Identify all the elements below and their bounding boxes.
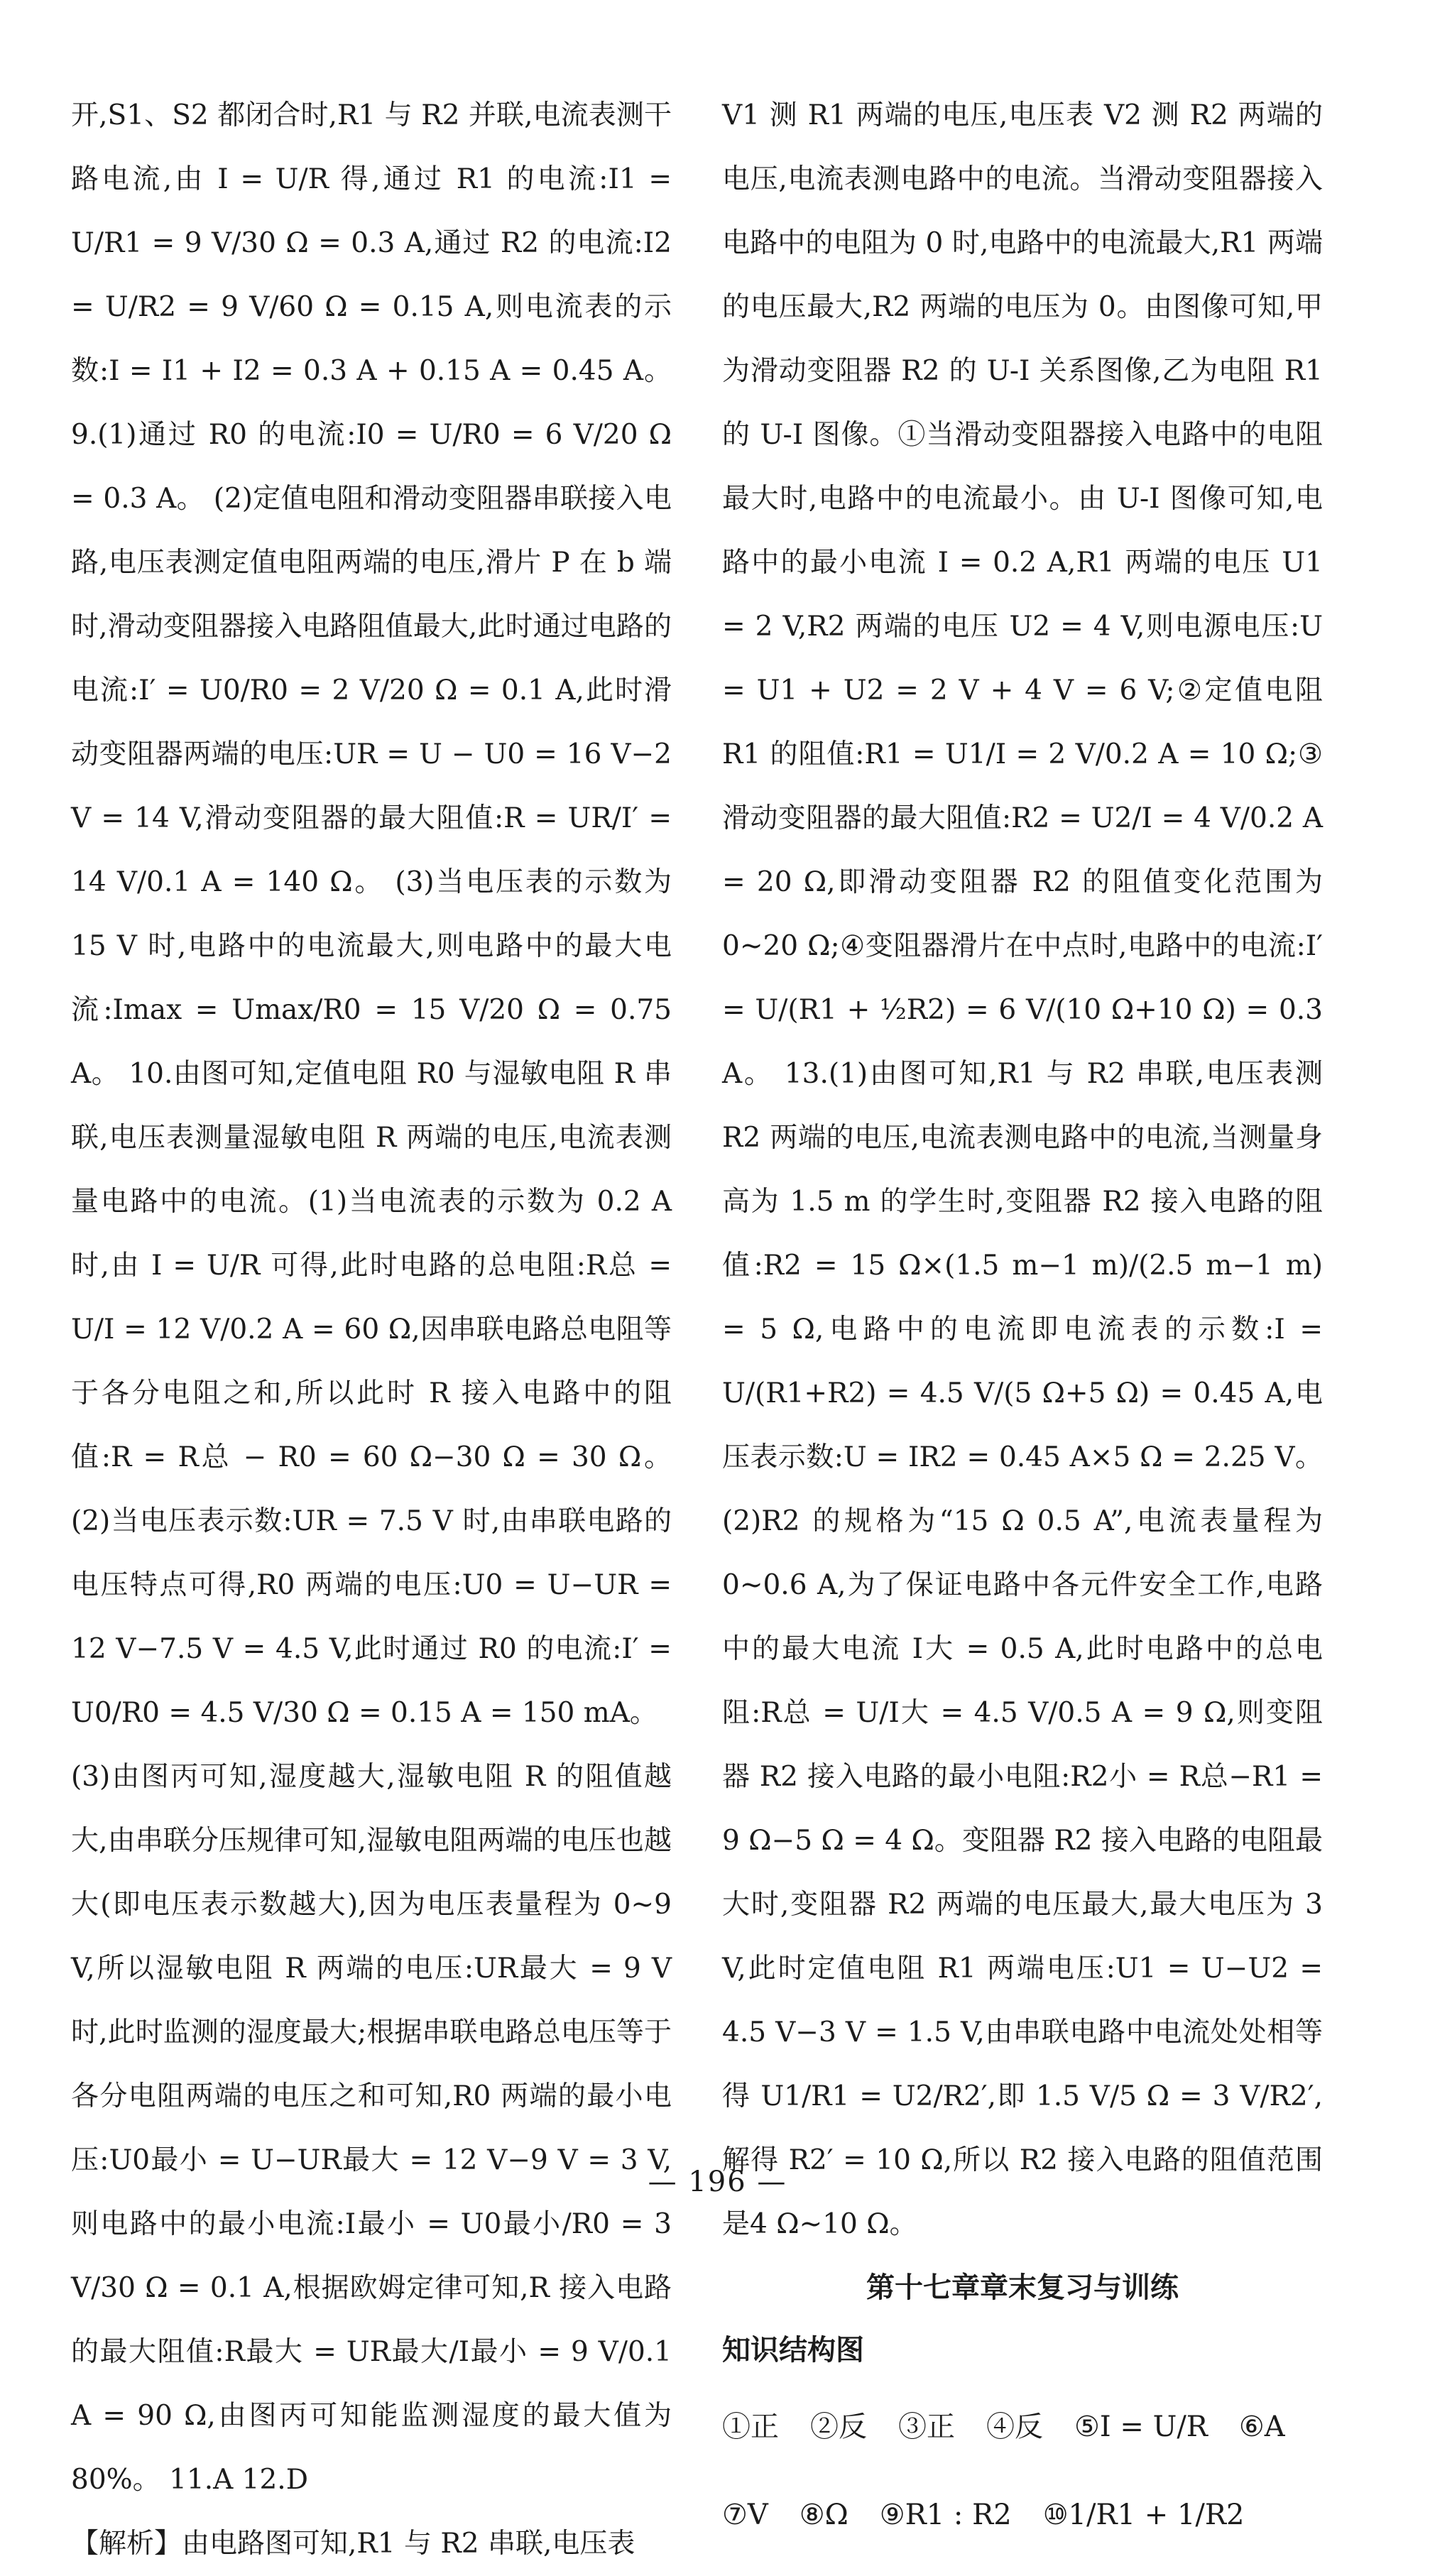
answer-paragraph: 开,S1、S2 都闭合时,R1 与 R2 并联,电流表测干路电流,由 I = U/R 得,通过 R1 的电流:I1 = U/R1 = 9 V/30 Ω = 0.3 A,通过 R2 的电流:I2 = U/R2 = 9 V/60 Ω = 0.15 A,则电流表的示数:I = I1 + I2 = 0.3 A + 0.15 A = 0.45 A。 9.(1)通过 R0 的电流:I0 = U/R0 = 6 V/20 Ω = 0.3 A。 (2)定值电阻和滑动变阻器串联接入电路,电压表测定值电阻两端的电压,滑片 P 在 b 端时,滑动变阻器接入电路阻值最大,此时通过电路的电流:I′ = U0/R0 = 2 V/20 Ω = 0.1 A,此时滑动变阻器两端的电压:UR = U − U0 = 16 V−2 V = 14 V,滑动变阻器的最大阻值:R = UR/I′ = 14 V/0.1 A = 140 Ω。 (3)当电压表的示数为 15 V 时,电路中的电流最大,则电路中的最大电流:Imax = Umax/R0 = 15 V/20 Ω = 0.75 A。 10.由图可知,定值电阻 R0 与湿敏电阻 R 串联,电压表测量湿敏电阻 R 两端的电压,电流表测量电路中的电流。(1)当电流表的示数为 0.2 A 时,由 I = U/R 可得,此时电路的总电阻:R总 = U/I = 12 V/0.2 A = 60 Ω,因串联电路总电阻等于各分电阻之和,所以此时 R 接入电路中的阻值:R = R总 − R0 = 60 Ω−30 Ω = 30 Ω。 (2)当电压表示数:UR = 7.5 V 时,由串联电路的电压特点可得,R0 两端的电压:U0 = U−UR = 12 V−7.5 V = 4.5 V,此时通过 R0 的电流:I′ = U0/R0 = 4.5 V/30 Ω = 0.15 A = 150 mA。 — [71, 99, 672, 1729]
knowledge-item: ⑤I = U/R — [1074, 2411, 1208, 2443]
knowledge-item: ②反 — [810, 2411, 867, 2443]
knowledge-item: ⑦V — [722, 2499, 768, 2531]
knowledge-item: ⑥A — [1238, 2411, 1285, 2443]
knowledge-item: ④反 — [986, 2411, 1043, 2443]
page-number: — 196 — — [648, 2166, 787, 2198]
chapter-heading: 第十七章章末复习与训练 — [866, 2271, 1179, 2304]
left-column — [71, 84, 672, 2576]
knowledge-item: ⑧Ω — [799, 2499, 849, 2531]
knowledge-structure-row — [722, 2472, 1323, 2558]
knowledge-item: ⑨R1 : R2 — [879, 2499, 1012, 2531]
knowledge-item: ①正 — [722, 2411, 779, 2443]
answer-paragraph: V1 测 R1 两端的电压,电压表 V2 测 R2 两端的电压,电流表测电路中的电流。当滑动变阻器接入电路中的电阻为 0 时,电路中的电流最大,R1 两端的电压最大,R2 两端的电压为 0。由图像可知,甲为滑动变阻器 R2 的 U-I 关系图像,乙为电阻 R1 的 U-I 图像。①当滑动变阻器接入电路中的电阻最大时,电路中的电流最小。由 U-I 图像可知,电路中的最小电流 I = 0.2 A,R1 两端的电压 U1 = 2 V,R2 两端的电压 U2 = 4 V,则电源电压:U = U1 + U2 = 2 V + 4 V = 6 V;②定值电阻 R1 的阻值:R1 = U1/I = 2 V/0.2 A = 10 Ω;③滑动变阻器的最大阻值:R2 = U2/I = 4 V/0.2 A = 20 Ω,即滑动变阻器 R2 的阻值变化范围为0~20 Ω;④变阻器滑片在中点时,电路中的电流:I′ = U/(R1 + ½R2) = 6 V/(10 Ω+10 Ω) = 0.3 A。 13.(1)由图可知,R1 与 R2 串联,电压表测 R2 两端的电压,电流表测电路中的电流,当测量身高为 1.5 m 的学生时,变阻器 R2 接入电路的阻值:R2 = 15 Ω×(1.5 m−1 m)/(2.5 m−1 m) = 5 Ω,电路中的电流即电流表的示数:I = U/(R1+R2) = 4.5 V/(5 Ω+5 Ω) = 0.45 A,电压表示数:U = IR2 = 0.45 A×5 Ω = 2.25 V。 (2)R2 的规格为“15 Ω 0.5 A”,电流表量程为 0~0.6 A,为了保证电路中各元件安全工作,电路中的最大电流 I大 = 0.5 A,此时电路中的总电阻:R总 = U/I大 = 4.5 V/0.5 A = 9 Ω,则变阻器 R2 接入电路的最小电阻:R2小 = R总−R1 = 9 Ω−5 Ω = 4 Ω。变阻器 R2 接入电路的电阻最大时,变阻器 R2 两端的电压最大,最大电压为 3 V,此时定值电阻 R1 两端电压:U1 = U−U2 = 4.5 V−3 V = 1.5 V,由串联电路中电流处处相等得 U1/R1 = U2/R2′,即 1.5 V/5 Ω = 3 V/R2′,解得 R2′ = 10 Ω,所以 R2 接入电路的阻值范围是4 Ω~10 Ω。 — [722, 99, 1323, 2240]
knowledge-structure-row — [722, 2384, 1323, 2469]
answer-paragraph: 【解析】由电路图可知,R1 与 R2 串联,电压表 — [71, 2528, 635, 2560]
section-heading: 知识结构图 — [722, 2334, 864, 2367]
knowledge-item: ⑩1/R1 + 1/R2 — [1042, 2499, 1245, 2531]
knowledge-item: ③正 — [898, 2411, 955, 2443]
answer-paragraph: (3)由图丙可知,湿度越大,湿敏电阻 R 的阻值越大,由串联分压规律可知,湿敏电阻两端的电压也越大(即电压表示数越大),因为电压表量程为 0~9 V,所以湿敏电阻 R 两端的电压:UR最大 = 9 V 时,此时监测的湿度最大;根据串联电路总电压等于各分电阻两端的电压之和可知,R0 两端的最小电压:U0最小 = U−UR最大 = 12 V−9 V = 3 V,则电路中的最小电流:I最小 = U0最小/R0 = 3 V/30 Ω = 0.1 A,根据欧姆定律可知,R 接入电路的最大阻值:R最大 = UR最大/I最小 = 9 V/0.1 A = 90 Ω,由图丙可知能监测湿度的最大值为 80%。 11.A 12.D — [71, 1761, 672, 2496]
